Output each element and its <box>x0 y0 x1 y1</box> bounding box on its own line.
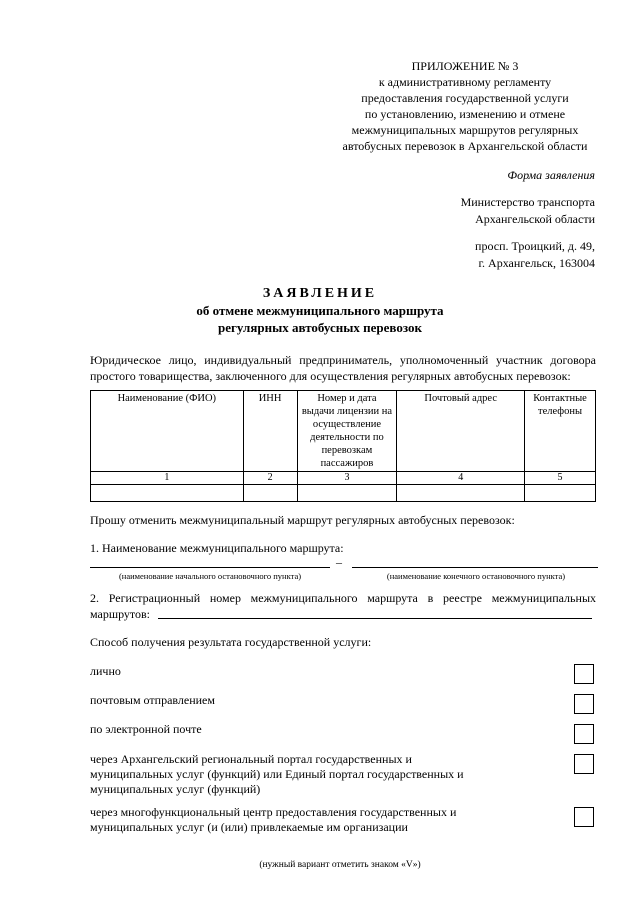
option-label-post: почтовым отправлением <box>90 693 215 707</box>
column-header-name: Наименование (ФИО) <box>91 391 244 472</box>
request-statement: Прошу отменить межмуниципальный маршрут регулярных автобусных перевозок: <box>90 513 515 527</box>
result-method-title: Способ получения результата государственной услуги: <box>90 635 372 649</box>
address-line: г. Архангельск, 163004 <box>478 256 595 270</box>
table-row <box>91 485 596 502</box>
column-number: 4 <box>397 472 525 485</box>
title-subtitle: регулярных автобусных перевозок <box>217 320 423 335</box>
checkbox-portal[interactable] <box>574 754 594 774</box>
column-number: 3 <box>297 472 397 485</box>
appendix-header <box>300 58 630 154</box>
title-main: ЗАЯВЛЕНИЕ <box>262 286 378 301</box>
recipient-block <box>461 194 595 228</box>
appendix-line: ПРИЛОЖЕНИЕ № 3 <box>411 59 519 73</box>
appendix-line: межмуниципальных маршрутов регулярных <box>351 123 579 137</box>
table-cell-phones[interactable] <box>525 485 596 502</box>
table-cell-inn[interactable] <box>243 485 297 502</box>
route-end-field[interactable] <box>352 567 598 568</box>
route-name-label: 1. Наименование межмуниципального маршрута: <box>90 541 344 555</box>
address-line: просп. Троицкий, д. 49, <box>475 239 595 253</box>
option-label-email: по электронной почте <box>90 722 202 736</box>
title-subtitle: об отмене межмуниципального маршрута <box>196 303 444 318</box>
checkbox-post[interactable] <box>574 694 594 714</box>
appendix-line: предоставления государственной услуги <box>361 91 569 105</box>
applicant-table <box>90 390 596 502</box>
registration-number-field[interactable] <box>158 618 592 619</box>
route-start-caption: (наименование начального остановочного пункта) <box>118 571 302 581</box>
route-end-caption: (наименование конечного остановочного пункта) <box>386 571 566 581</box>
appendix-line: автобусных перевозок в Архангельской области <box>342 139 588 153</box>
column-number: 2 <box>243 472 297 485</box>
route-start-field[interactable] <box>90 567 330 568</box>
checkbox-in-person[interactable] <box>574 664 594 684</box>
table-header-row <box>91 391 596 472</box>
column-header-phones: Контактные телефоны <box>525 391 596 472</box>
appendix-line: к административному регламенту <box>378 75 552 89</box>
table-cell-name[interactable] <box>91 485 244 502</box>
option-label-mfc: через многофункциональный центр предоставления государственных и муниципальных услуг (и (или) привлекаемые им организации <box>90 805 457 834</box>
option-label-portal: через Архангельский региональный портал государственных и муниципальных услуг (функций) или Единый портал государственных и муниципальных услуг (функций) <box>90 752 464 796</box>
checkbox-mfc[interactable] <box>574 807 594 827</box>
appendix-line: по установлению, изменению и отмене <box>364 107 566 121</box>
column-number: 1 <box>91 472 244 485</box>
table-cell-license[interactable] <box>297 485 397 502</box>
form-label: Форма заявления <box>507 168 595 182</box>
document-title <box>0 285 640 336</box>
column-header-license: Номер и дата выдачи лицензии на осуществление деятельности по перевозкам пассажиров <box>297 391 397 472</box>
recipient-line: Архангельской области <box>475 212 595 226</box>
registration-number-label: 2. Регистрационный номер межмуниципального маршрута в реестре межмуниципальных маршрутов: <box>90 591 596 621</box>
column-header-inn: ИНН <box>243 391 297 472</box>
route-dash: – <box>336 555 342 569</box>
recipient-address <box>475 238 595 272</box>
table-cell-address[interactable] <box>397 485 525 502</box>
column-header-address: Почтовый адрес <box>397 391 525 472</box>
column-number: 5 <box>525 472 596 485</box>
table-number-row <box>91 472 596 485</box>
marking-note: (нужный вариант отметить знаком «V») <box>259 860 421 870</box>
recipient-line: Министерство транспорта <box>460 195 595 209</box>
applicant-intro: Юридическое лицо, индивидуальный предприниматель, уполномоченный участник договора простого товарищества, заключенного для осуществления регулярных автобусных перевозок: <box>90 353 596 383</box>
option-label-in-person: лично <box>90 664 121 678</box>
checkbox-email[interactable] <box>574 724 594 744</box>
